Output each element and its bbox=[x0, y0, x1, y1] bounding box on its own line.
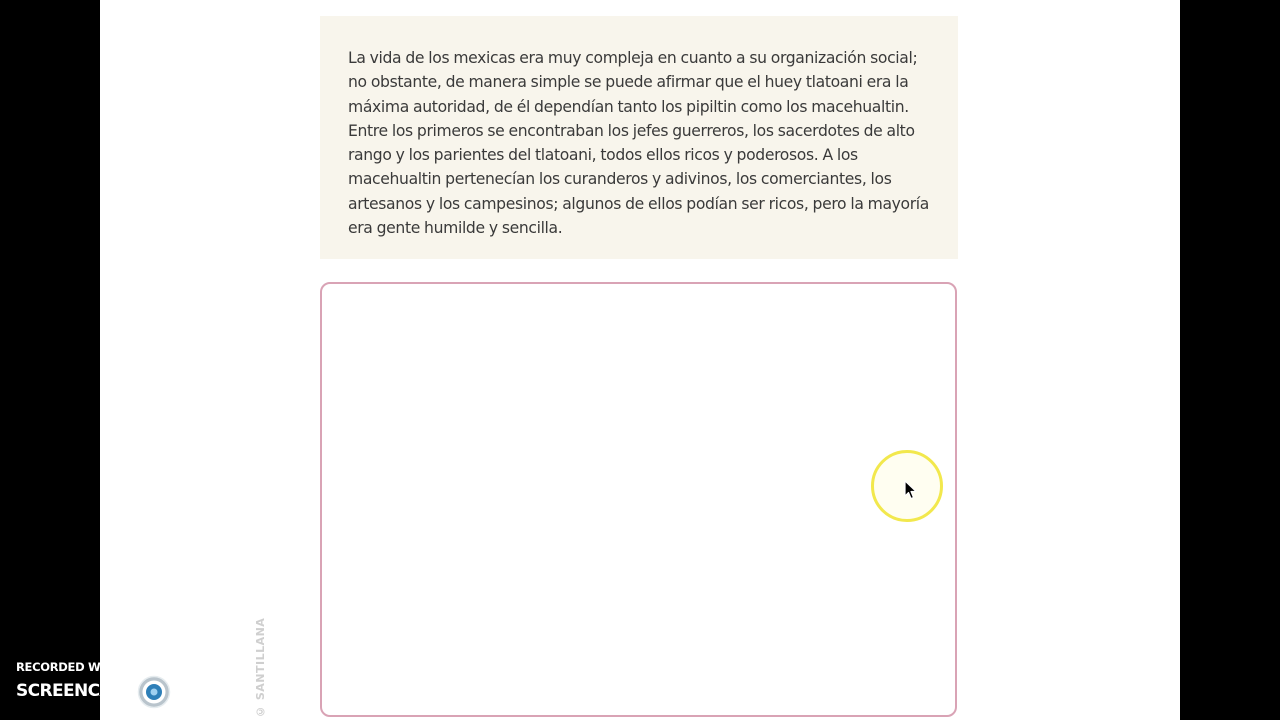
recorder-watermark bbox=[16, 660, 256, 710]
copyright-notice: © SANTILLANA bbox=[254, 617, 267, 718]
blank-answer-area bbox=[320, 282, 957, 717]
brand-name-left: SCREENCAST bbox=[16, 681, 135, 701]
mouse-pointer-icon bbox=[904, 480, 918, 500]
reading-passage-text: La vida de los mexicas era muy compleja en cuanto a su organización social; no obstante, de manera simple se puede afirmar que el huey tlatoani era la máxima autoridad, de él dependían tanto los pipiltin como los macehualtin. Entre los primeros se encontraban los jefes guerreros, los sacerdotes de alto rango y los parientes del tlatoani, todos ellos ricos y poderosos. A los macehualtin pertenecían los curanderos y adivinos, los comerciantes, los artesanos y los campesinos; algunos de ellos podían ser ricos, pero la mayoría era gente humilde y sencilla. bbox=[348, 49, 929, 238]
screencast-o-matic-logo-icon bbox=[137, 675, 171, 709]
reading-passage-box bbox=[320, 16, 958, 259]
recorded-with-label: RECORDED WITH bbox=[16, 660, 122, 674]
brand-name-right: MATIC bbox=[175, 681, 232, 701]
document-page bbox=[100, 0, 1180, 720]
